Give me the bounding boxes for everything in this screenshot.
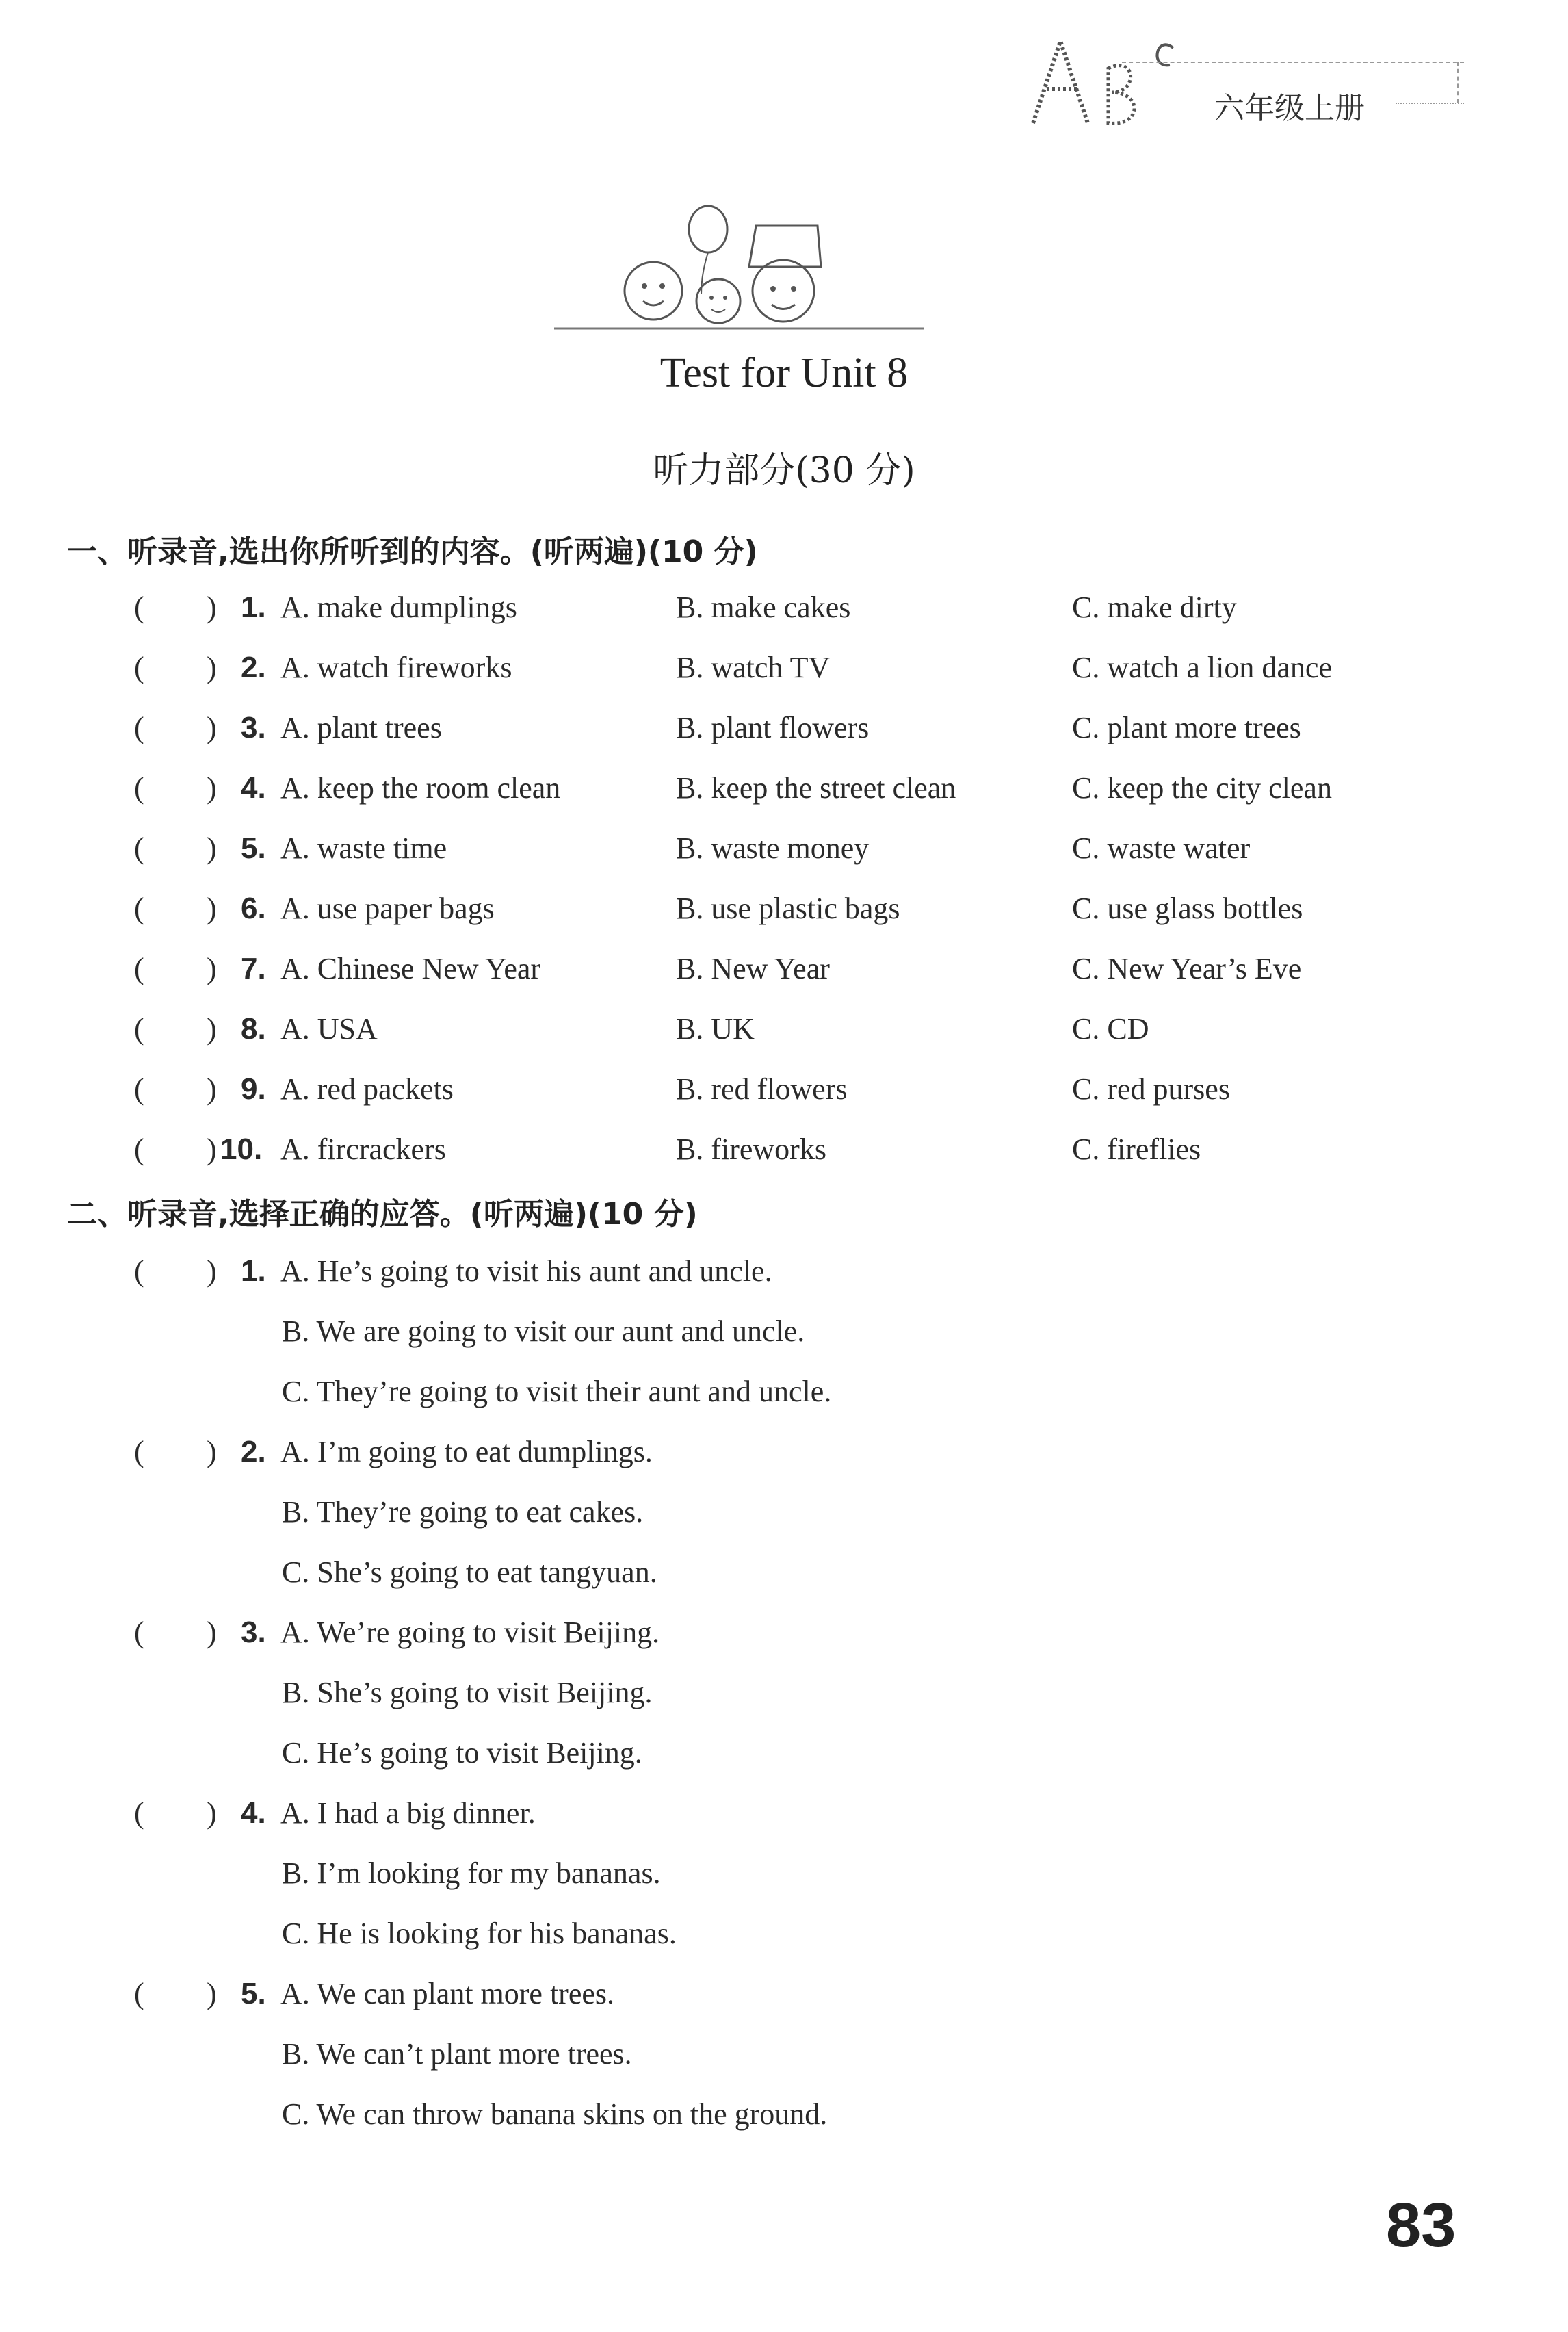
question-row (0, 1612, 1568, 1667)
question-row (0, 587, 1568, 642)
answer-blank-open[interactable]: ( (134, 831, 144, 865)
page-number: 83 (1386, 2190, 1456, 2260)
answer-blank-close: ) (207, 1072, 217, 1106)
question-row (0, 888, 1568, 943)
answer-blank-close: ) (207, 1796, 217, 1830)
answer-blank-close: ) (207, 771, 217, 805)
option-b: B. fireworks (676, 1132, 826, 1166)
answer-blank-open[interactable]: ( (134, 1072, 144, 1106)
question-row (0, 1129, 1568, 1184)
option-c: C. We can throw banana skins on the ground. (282, 2097, 828, 2131)
answer-blank-close: ) (207, 952, 217, 985)
header-dashed-line (1122, 62, 1464, 63)
answer-blank-open[interactable]: ( (134, 651, 144, 684)
answer-blank-close: ) (207, 1435, 217, 1468)
option-b: B. keep the street clean (676, 771, 956, 805)
answer-blank-close: ) (207, 1616, 217, 1649)
answer-blank-open[interactable]: ( (134, 1977, 144, 2010)
section-2-heading: 二、听录音,选择正确的应答。(听两遍)(10 分) (67, 1197, 698, 1232)
page-title: Test for Unit 8 (659, 350, 909, 396)
answer-blank-close: ) (207, 892, 217, 925)
answer-blank-close: ) (207, 1977, 217, 2010)
option-c: C. make dirty (1072, 591, 1237, 624)
question-number: 7. (241, 952, 266, 985)
option-a: A. waste time (280, 831, 447, 865)
option-c: C. plant more trees (1072, 711, 1301, 744)
option-c: C. He’s going to visit Beijing. (282, 1736, 642, 1770)
question-number: 10. (220, 1132, 263, 1166)
answer-blank-open[interactable]: ( (134, 952, 144, 985)
section-1-heading: 一、听录音,选出你所听到的内容。(听两遍)(10 分) (67, 534, 758, 569)
question-row (0, 1793, 1568, 1848)
option-c: C. keep the city clean (1072, 771, 1332, 805)
option-c: C. watch a lion dance (1072, 651, 1332, 684)
option-a: A. make dumplings (280, 591, 517, 624)
option-a: A. watch fireworks (280, 651, 512, 684)
option-c: C. fireflies (1072, 1132, 1201, 1166)
answer-blank-close: ) (207, 1012, 217, 1046)
grade-label: 六年级上册 (1214, 91, 1365, 126)
option-b: B. We are going to visit our aunt and uncle. (282, 1314, 805, 1348)
question-row (0, 768, 1568, 822)
children-illustration-icon (554, 198, 924, 335)
question-number: 9. (241, 1072, 266, 1106)
option-c: C. New Year’s Eve (1072, 952, 1302, 985)
option-a: A. plant trees (280, 711, 442, 744)
option-b: B. waste money (676, 831, 870, 865)
question-number: 8. (241, 1012, 266, 1046)
answer-blank-open[interactable]: ( (134, 1435, 144, 1468)
option-a: A. keep the room clean (280, 771, 561, 805)
answer-blank-open[interactable]: ( (134, 1616, 144, 1649)
option-a: A. USA (280, 1012, 378, 1046)
answer-blank-close: ) (207, 651, 217, 684)
question-row (0, 948, 1568, 1003)
header-dashed-vline (1457, 62, 1459, 103)
option-b: B. watch TV (676, 651, 831, 684)
option-a: A. We can plant more trees. (280, 1977, 615, 2010)
option-b: B. plant flowers (676, 711, 870, 744)
option-b: B. She’s going to visit Beijing. (282, 1676, 653, 1709)
answer-blank-close: ) (207, 711, 217, 744)
option-a: A. We’re going to visit Beijing. (280, 1616, 660, 1649)
option-c: C. CD (1072, 1012, 1149, 1046)
answer-blank-open[interactable]: ( (134, 771, 144, 805)
answer-blank-open[interactable]: ( (134, 1132, 144, 1166)
answer-blank-open[interactable]: ( (134, 1796, 144, 1830)
question-row (0, 1973, 1568, 2028)
answer-blank-open[interactable]: ( (134, 1012, 144, 1046)
question-row (0, 647, 1568, 702)
option-b: B. I’m looking for my bananas. (282, 1856, 661, 1890)
question-number: 3. (241, 1616, 266, 1649)
question-number: 6. (241, 892, 266, 925)
option-b: B. red flowers (676, 1072, 848, 1106)
option-a: A. Chinese New Year (280, 952, 541, 985)
option-a: A. I’m going to eat dumplings. (280, 1435, 653, 1468)
answer-blank-close: ) (207, 1132, 217, 1166)
answer-blank-open[interactable]: ( (134, 711, 144, 744)
question-number: 3. (241, 711, 266, 744)
option-b: B. make cakes (676, 591, 851, 624)
question-number: 1. (241, 1254, 266, 1288)
option-a: A. I had a big dinner. (280, 1796, 536, 1830)
answer-blank-close: ) (207, 1254, 217, 1288)
option-a: A. He’s going to visit his aunt and uncle. (280, 1254, 772, 1288)
question-number: 5. (241, 1977, 266, 2010)
option-b: B. We can’t plant more trees. (282, 2037, 632, 2071)
option-c: C. She’s going to eat tangyuan. (282, 1555, 657, 1589)
question-row (0, 708, 1568, 762)
question-row (0, 1251, 1568, 1306)
question-row (0, 1069, 1568, 1124)
option-c: C. waste water (1072, 831, 1251, 865)
option-c: C. They’re going to visit their aunt and uncle. (282, 1375, 832, 1408)
question-number: 1. (241, 591, 266, 624)
option-a: A. fircrackers (280, 1132, 446, 1166)
option-c: C. He is looking for his bananas. (282, 1917, 677, 1950)
answer-blank-close: ) (207, 591, 217, 624)
question-number: 4. (241, 1796, 266, 1830)
question-number: 4. (241, 771, 266, 805)
answer-blank-close: ) (207, 831, 217, 865)
option-b: B. New Year (676, 952, 830, 985)
option-b: B. UK (676, 1012, 755, 1046)
answer-blank-open[interactable]: ( (134, 591, 144, 624)
header-dotted-line (1396, 103, 1464, 104)
question-number: 2. (241, 1435, 266, 1468)
option-b: B. use plastic bags (676, 892, 900, 925)
question-number: 5. (241, 831, 266, 865)
question-row (0, 1009, 1568, 1063)
abc-logo-icon (1019, 27, 1184, 130)
answer-blank-open[interactable]: ( (134, 892, 144, 925)
answer-blank-open[interactable]: ( (134, 1254, 144, 1288)
question-row (0, 1431, 1568, 1486)
option-b: B. They’re going to eat cakes. (282, 1495, 644, 1529)
option-a: A. use paper bags (280, 892, 495, 925)
option-a: A. red packets (280, 1072, 454, 1106)
question-number: 2. (241, 651, 266, 684)
question-row (0, 828, 1568, 883)
part-heading: 听力部分(30 分) (653, 450, 915, 491)
option-c: C. use glass bottles (1072, 892, 1303, 925)
option-c: C. red purses (1072, 1072, 1230, 1106)
